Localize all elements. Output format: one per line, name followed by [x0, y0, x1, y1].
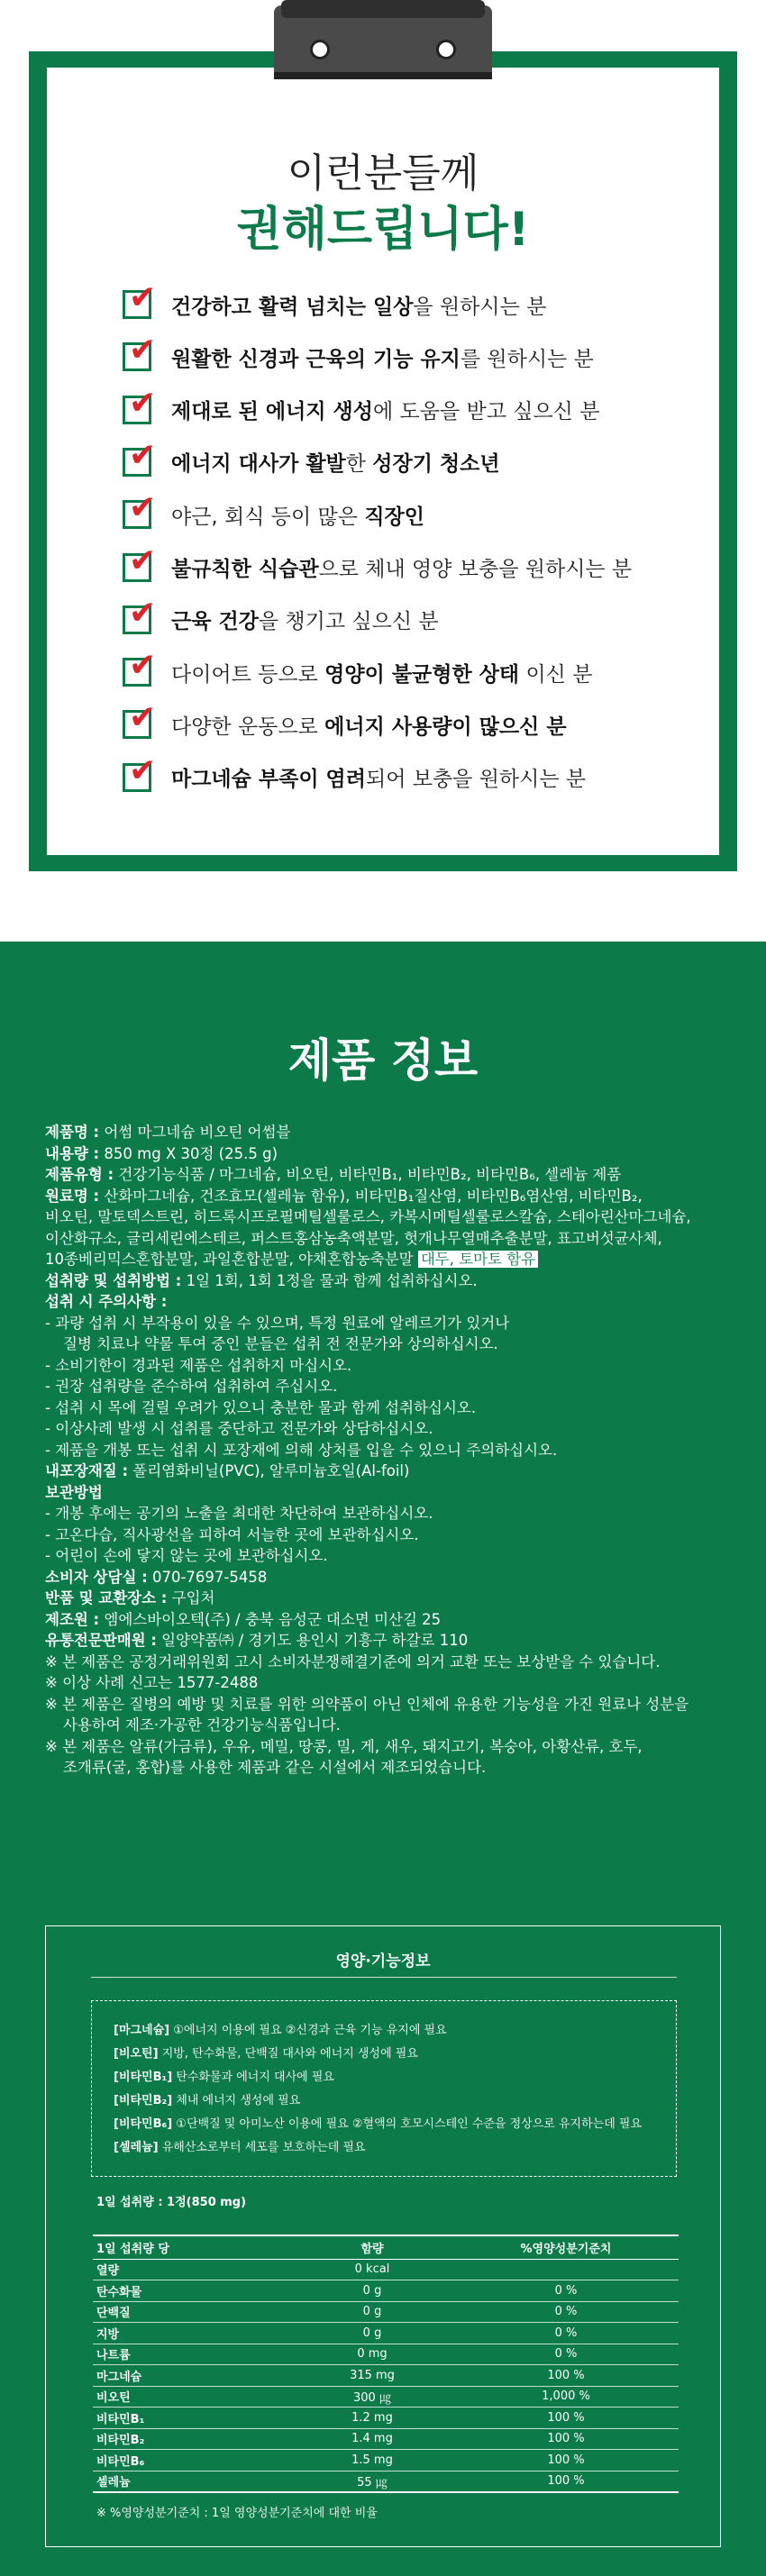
table-row: [93, 2301, 679, 2323]
table-cell: [453, 2259, 679, 2280]
checklist-emphasis: 영양이 불균형한 상태: [324, 662, 520, 687]
function-item: [114, 2089, 654, 2113]
checkbox-icon: [123, 384, 157, 424]
info-value: 사용하여 제조·가공한 건강기능식품입니다.: [63, 1716, 341, 1734]
info-row: [45, 1143, 730, 1165]
function-item: [114, 2043, 654, 2066]
heading-line-2: 권해드립니다!: [236, 203, 530, 257]
info-row: [45, 1672, 730, 1694]
checklist-item: [123, 699, 567, 742]
function-text: 체내 에너지 생성에 필요: [172, 2094, 301, 2107]
nutrition-footnote: ※ %영양성분기준치 : 1일 영양성분기준치에 대한 비율: [96, 2507, 378, 2520]
info-value: - 개봉 후에는 공기의 노출을 최대한 차단하여 보관하십시오.: [45, 1505, 433, 1522]
checklist-item: [123, 594, 439, 638]
info-value: 어썸 마그네슘 비오틴 어썸블: [99, 1124, 291, 1141]
info-label: 제품유형 :: [45, 1166, 114, 1183]
checklist-plain: 한: [345, 452, 373, 477]
info-value: ※ 본 제품은 공정거래위원회 고시 소비자분쟁해결기준에 의거 교환 또는 보상받을 수 있습니다.: [45, 1652, 661, 1670]
heading-line-1: 이런분들께: [287, 150, 479, 196]
checklist-emphasis: 성장기 청소년: [372, 452, 500, 477]
info-label: 섭취량 및 섭취방법 :: [45, 1271, 182, 1289]
info-row: [45, 1186, 730, 1207]
info-row: [45, 1757, 730, 1779]
checklist-plain: 다양한 운동으로: [171, 715, 325, 739]
table-row: [93, 2386, 679, 2408]
table-cell: 0 g: [291, 2280, 453, 2302]
function-text: 지방, 탄수화물, 단백질 대사와 에너지 생성에 필요: [158, 2047, 418, 2061]
function-list: [91, 2000, 677, 2177]
checkbox-icon: [123, 699, 157, 739]
info-value: - 과량 섭취 시 부작용이 있을 수 있으며, 특정 원료에 알레르기가 있거나: [45, 1314, 510, 1332]
checklist-emphasis: 원활한 신경과 근육의 기능 유지: [171, 347, 461, 371]
table-cell: 0 %: [453, 2323, 679, 2344]
function-tag: [마그네슘]: [114, 2024, 170, 2037]
checklist-emphasis: 제대로 된 에너지 생성: [171, 400, 373, 424]
checklist-item: [123, 751, 587, 796]
nutrition-function-box: [45, 1925, 721, 2547]
table-cell: 1.5 mg: [291, 2450, 453, 2471]
table-cell: 마그네슘: [93, 2365, 291, 2387]
checkbox-icon: [123, 751, 157, 792]
info-row: [45, 1694, 730, 1716]
info-value: 구입처: [167, 1589, 215, 1607]
info-row: [45, 1334, 730, 1355]
checkmark-icon: ✔: [129, 332, 157, 369]
info-value: 10종베리믹스혼합분말, 과일혼합분말, 야채혼합농축분말: [45, 1251, 418, 1268]
checkbox-icon: [123, 647, 157, 687]
table-cell: 0 %: [453, 2301, 679, 2323]
table-cell: 탄수화물: [93, 2280, 291, 2302]
product-info-title: 제품 정보: [287, 1034, 479, 1087]
info-row: [45, 1228, 730, 1250]
clipboard-clip-icon: [274, 0, 492, 77]
checklist-emphasis: 에너지 사용량이 많으신 분: [324, 715, 567, 739]
checklist-emphasis: 건강하고 활력 넘치는 일상: [171, 295, 414, 319]
checklist-item: [123, 489, 424, 532]
table-cell: 나트륨: [93, 2344, 291, 2365]
nutrition-table: [93, 2235, 679, 2493]
checkmark-icon: ✔: [129, 542, 157, 579]
checklist-plain: 야근, 회식 등이 많은: [171, 505, 365, 529]
info-row: [45, 1249, 730, 1270]
table-cell: 비오틴: [93, 2386, 291, 2408]
info-row: [45, 1397, 730, 1419]
table-cell: 1,000 %: [453, 2386, 679, 2408]
checklist-plain: 에 도움을 받고 싶으신 분: [372, 400, 600, 424]
table-cell: 100 %: [453, 2408, 679, 2429]
checklist-text: [171, 500, 424, 530]
table-cell: 100 %: [453, 2365, 679, 2387]
table-cell: 비타민B₆: [93, 2450, 291, 2471]
table-cell: 0 g: [291, 2323, 453, 2344]
function-text: 탄수화물과 에너지 대사에 필요: [172, 2071, 334, 2084]
info-row: [45, 1418, 730, 1440]
checklist-item: [123, 279, 547, 323]
checklist-plain: 을 챙기고 싶으신 분: [258, 610, 439, 634]
info-value: 070-7697-5458: [147, 1568, 268, 1586]
product-info-section: [0, 942, 766, 2576]
checkmark-icon: ✔: [129, 279, 157, 316]
table-row: [93, 2365, 679, 2387]
info-label: 내포장재질 :: [45, 1462, 129, 1479]
checklist-text: [171, 395, 599, 424]
checklist-item: [123, 332, 594, 375]
table-cell: 0 g: [291, 2301, 453, 2323]
table-cell: 셀레늄: [93, 2471, 291, 2492]
info-value: - 권장 섭취량을 준수하여 섭취하여 주십시오.: [45, 1378, 338, 1395]
info-row: [45, 1503, 730, 1525]
table-cell: 55 ㎍: [291, 2471, 453, 2492]
info-row: [45, 1609, 730, 1631]
table-header: 함량: [291, 2235, 453, 2259]
checklist-text: [171, 658, 592, 687]
product-info-list: [45, 1122, 730, 1779]
table-cell: 0 kcal: [291, 2259, 453, 2280]
info-row: [45, 1461, 730, 1482]
checkbox-icon: [123, 542, 157, 582]
table-row: [93, 2450, 679, 2471]
table-cell: 비타민B₁: [93, 2408, 291, 2429]
function-tag: [셀레늄]: [114, 2141, 159, 2154]
info-value: - 제품을 개봉 또는 섭취 시 포장재에 의해 상처를 입을 수 있으니 주의하십시오.: [45, 1441, 558, 1459]
table-cell: 1.2 mg: [291, 2408, 453, 2429]
checklist-emphasis: 마그네슘 부족이 염려: [171, 768, 366, 792]
checklist-text: [171, 762, 586, 792]
checklist-text: [171, 710, 567, 740]
info-row: [45, 1164, 730, 1186]
checklist-plain: 으로 체내 영양 보충을 원하시는 분: [318, 558, 633, 581]
table-row: [93, 2259, 679, 2280]
function-item: [114, 2136, 654, 2160]
table-cell: 1.4 mg: [291, 2428, 453, 2450]
checklist-plain: 를 원하시는 분: [460, 347, 594, 371]
checklist-emphasis: 직장인: [364, 505, 424, 529]
checklist-item: [123, 436, 500, 480]
info-row: [45, 1291, 730, 1313]
function-tag: [비타민B₁]: [114, 2071, 173, 2084]
info-value: 질병 치료나 약물 투여 중인 분들은 섭취 전 전문가와 상의하십시오.: [63, 1335, 498, 1352]
info-value: - 고온다습, 직사광선을 피하여 서늘한 곳에 보관하십시오.: [45, 1525, 419, 1543]
info-value: 건강기능식품 / 마그네슘, 비오틴, 비타민B₁, 비타민B₂, 비타민B₆, 셀레늄 제품: [114, 1166, 622, 1183]
table-cell: 0 %: [453, 2344, 679, 2365]
table-cell: 100 %: [453, 2471, 679, 2492]
info-row: [45, 1715, 730, 1736]
info-label: 제품명 :: [45, 1124, 100, 1141]
function-tag: [비타민B₂]: [114, 2094, 173, 2107]
info-label: 소비자 상담실 :: [45, 1568, 148, 1586]
checklist-emphasis: 근육 건강: [171, 610, 259, 634]
info-value: 비오틴, 말토덱스트린, 히드록시프로필메틸셀룰로스, 카복시메틸셀룰로스칼슘, 스테아린산마그네슘,: [45, 1208, 691, 1225]
info-label: 유통전문판매원 :: [45, 1632, 157, 1649]
table-row: [93, 2428, 679, 2450]
info-row: [45, 1736, 730, 1758]
checkbox-icon: [123, 436, 157, 477]
info-row: [45, 1525, 730, 1546]
checklist-plain: 을 원하시는 분: [413, 295, 547, 319]
info-row: [45, 1355, 730, 1377]
info-label: 보관방법: [45, 1483, 103, 1501]
checklist-text: [171, 290, 546, 320]
checkmark-icon: ✔: [129, 751, 157, 789]
checkmark-icon: ✔: [129, 699, 157, 737]
info-row: [45, 1206, 730, 1228]
info-row: [45, 1313, 730, 1334]
table-row: [93, 2344, 679, 2365]
info-value: - 어린이 손에 닿지 않는 곳에 보관하십시오.: [45, 1547, 328, 1564]
info-row: [45, 1588, 730, 1609]
checklist-plain: 다이어트 등으로: [171, 662, 325, 687]
recommendation-section: [0, 0, 766, 937]
checkmark-icon: ✔: [129, 384, 157, 422]
info-row: [45, 1545, 730, 1567]
checklist-item: [123, 542, 633, 586]
info-value: 엠에스바이오텍(주) / 충북 음성군 대소면 미산길 25: [99, 1610, 442, 1628]
table-cell: 100 %: [453, 2450, 679, 2471]
checklist-item: [123, 647, 593, 690]
checkbox-icon: [123, 279, 157, 319]
info-value: 폴리염화비닐(PVC), 알루미늄호일(Al-foil): [128, 1462, 410, 1479]
checklist-emphasis: 불규칙한 식습관: [171, 558, 319, 581]
info-value: - 이상사례 발생 시 섭취를 중단하고 전문가와 상담하십시오.: [45, 1420, 433, 1437]
info-value: - 섭취 시 목에 걸릴 우려가 있으니 충분한 물과 함께 섭취하십시오.: [45, 1398, 477, 1416]
table-cell: 100 %: [453, 2428, 679, 2450]
info-label: 섭취 시 주의사항 :: [45, 1293, 168, 1310]
info-label: 원료명 :: [45, 1187, 100, 1205]
info-row: [45, 1567, 730, 1588]
table-row: [93, 2408, 679, 2429]
table-header: %영양성분기준치: [453, 2235, 679, 2259]
info-row: [45, 1270, 730, 1292]
info-value: - 소비기한이 경과된 제품은 섭취하지 마십시오.: [45, 1356, 352, 1374]
checklist-emphasis: 에너지 대사가 활발: [171, 452, 346, 477]
info-row: [45, 1652, 730, 1673]
checklist-item: [123, 384, 600, 428]
checklist-text: [171, 342, 594, 372]
table-cell: 단백질: [93, 2301, 291, 2323]
function-item: [114, 2019, 654, 2043]
table-cell: 315 mg: [291, 2365, 453, 2387]
serving-size: 1일 섭취량 : 1정(850 mg): [96, 2196, 247, 2209]
table-cell: 지방: [93, 2323, 291, 2344]
info-label: 내용량 :: [45, 1144, 100, 1162]
info-value: 이산화규소, 글리세린에스테르, 퍼스트홍삼농축액분말, 헛개나무열매추출분말, 표고버섯균사체,: [45, 1229, 662, 1247]
table-row: [93, 2280, 679, 2302]
checkbox-icon: [123, 489, 157, 529]
info-value: ※ 본 제품은 질병의 예방 및 치료를 위한 의약품이 아닌 인체에 유용한 기능성을 가진 원료나 성분을: [45, 1695, 689, 1713]
info-row: [45, 1376, 730, 1397]
table-header: 1일 섭취량 당: [93, 2235, 291, 2259]
function-item: [114, 2113, 654, 2136]
checklist-plain: 이신 분: [519, 662, 593, 687]
checkmark-icon: ✔: [129, 647, 157, 685]
checkbox-icon: [123, 594, 157, 634]
checkmark-icon: ✔: [129, 436, 157, 474]
info-label: 제조원 :: [45, 1610, 100, 1628]
info-row: [45, 1630, 730, 1652]
function-tag: [비오틴]: [114, 2047, 159, 2061]
nutrition-title: 영양·기능정보: [335, 1952, 431, 1971]
table-cell: 열량: [93, 2259, 291, 2280]
function-text: 유해산소로부터 세포를 보호하는데 필요: [158, 2141, 366, 2154]
checkmark-icon: ✔: [129, 594, 157, 632]
info-value: ※ 이상 사례 신고는 1577-2488: [45, 1674, 259, 1691]
checkbox-icon: [123, 332, 157, 371]
checkmark-icon: ✔: [129, 489, 157, 527]
table-row: [93, 2471, 679, 2492]
info-value: 일양약품㈜ / 경기도 용인시 기흥구 하갈로 110: [156, 1632, 469, 1649]
function-text: ①에너지 이용에 필요 ②신경과 근육 기능 유지에 필요: [169, 2024, 447, 2037]
allergen-highlight: 대두, 토마토 함유: [418, 1251, 538, 1268]
info-value: 1일 1회, 1회 1정을 물과 함께 섭취하십시오.: [181, 1271, 478, 1289]
info-label: 반품 및 교환장소 :: [45, 1589, 168, 1607]
info-value: ※ 본 제품은 알류(가금류), 우유, 메밀, 땅콩, 밀, 게, 새우, 돼지고기, 복숭아, 아황산류, 호두,: [45, 1737, 643, 1755]
checklist-text: [171, 605, 439, 634]
table-cell: 0 mg: [291, 2344, 453, 2365]
info-row: [45, 1440, 730, 1461]
table-row: [93, 2323, 679, 2344]
table-cell: 300 ㎍: [291, 2386, 453, 2408]
table-cell: 비타민B₂: [93, 2428, 291, 2450]
info-value: 850 mg X 30정 (25.5 g): [99, 1144, 278, 1162]
table-cell: 0 %: [453, 2280, 679, 2302]
info-value: 조개류(굴, 홍합)를 사용한 제품과 같은 시설에서 제조되었습니다.: [63, 1759, 487, 1776]
divider: [91, 1977, 677, 1978]
serving-info: [96, 2195, 246, 2211]
info-row: [45, 1122, 730, 1143]
checklist-text: [171, 552, 632, 582]
function-item: [114, 2066, 654, 2089]
checklist-text: [171, 447, 500, 477]
function-tag: [비타민B₆]: [114, 2117, 173, 2131]
info-value: 산화마그네슘, 건조효모(셀레늄 함유), 비타민B₁질산염, 비타민B₆염산염, 비타민B₂,: [99, 1187, 643, 1205]
function-text: ①단백질 및 아미노산 이용에 필요 ②혈액의 호모시스테인 수준을 정상으로 유지하는데 필요: [172, 2117, 643, 2131]
checklist-plain: 되어 보충을 원하시는 분: [365, 768, 587, 792]
info-row: [45, 1482, 730, 1504]
